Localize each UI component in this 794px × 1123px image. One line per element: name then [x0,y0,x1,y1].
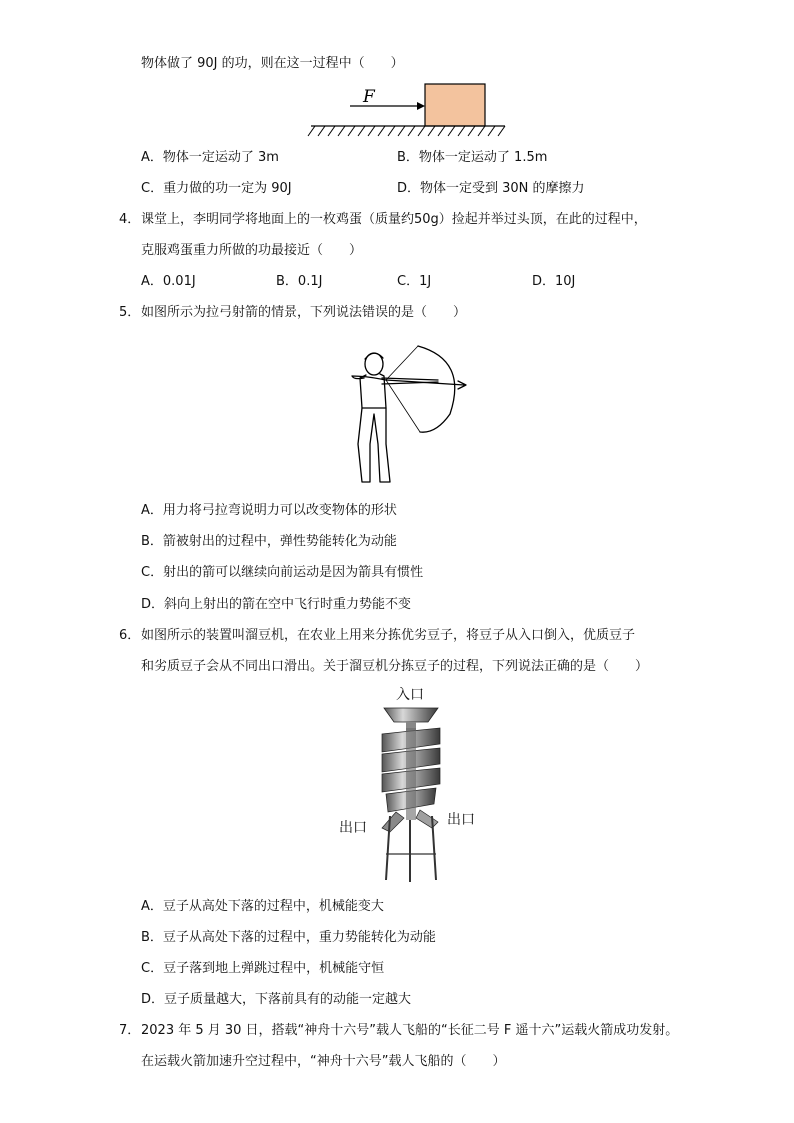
q5-option-b: B．箭被射出的过程中，弹性势能转化为动能 [141,534,397,549]
q6-option-d: D．豆子质量越大，下落前具有的动能一定越大 [141,992,412,1007]
q6-option-b: B．豆子从高处下落的过程中，重力势能转化为动能 [141,930,436,945]
q4-number: 4． [119,212,141,227]
bow-limb [418,346,455,432]
bow-string [386,346,420,432]
q3-option-a: A．物体一定运动了 3m [141,150,279,165]
ground-hatch [308,126,505,136]
q3-option-c: C．重力做的功一定为 90J [141,181,292,196]
q5-option-c: C．射出的箭可以继续向前运动是因为箭具有惯性 [141,565,424,580]
q6-number: 6． [119,628,141,643]
q3-force-label: F [363,87,375,107]
center-column [406,728,416,820]
q4-option-d: D．10J [532,274,576,289]
q4-stem-line1: 课堂上，李明同学将地面上的一枚鸡蛋（质量约50g）捡起并举过头顶，在此的过程中， [141,212,647,227]
q5-option-d: D．斜向上射出的箭在空中飞行时重力势能不变 [141,597,412,612]
q6-option-a: A．豆子从高处下落的过程中，机械能变大 [141,899,384,914]
archer-hair [365,353,383,359]
archer-draw-arm [352,376,386,380]
q7-stem-line1: 2023 年 5 月 30 日，搭载“神舟十六号”载人飞船的“长征二号 F 遥十六”运载火箭成功发射。 [141,1023,679,1038]
q3-block-figure [305,80,510,142]
archer-figure [340,336,470,488]
label-inlet: 入口 [396,687,424,703]
q4-option-b: B．0.1J [276,274,323,289]
outlet-chute-right [416,810,438,828]
block [425,84,485,126]
inlet-funnel [384,708,438,722]
q5-option-a: A．用力将弓拉弯说明力可以改变物体的形状 [141,503,397,518]
q5-stem: 如图所示为拉弓射箭的情景，下列说法错误的是（ ） [141,305,467,320]
q3-option-b: B．物体一定运动了 1.5m [397,150,548,165]
bean-sorter-figure [376,704,446,884]
q4-stem-line2: 克服鸡蛋重力所做的功最接近（ ） [141,243,363,258]
label-outlet-right: 出口 [447,812,475,828]
q6-option-c: C．豆子落到地上弹跳过程中，机械能守恒 [141,961,385,976]
outlet-chute-left [382,812,404,832]
q4-option-a: A．0.01J [141,274,196,289]
q6-stem-line2: 和劣质豆子会从不同出口滑出。关于溜豆机分拣豆子的过程，下列说法正确的是（ ） [141,659,649,674]
q3-option-d: D．物体一定受到 30N 的摩擦力 [397,181,585,196]
q3-stem-tail: 物体做了 90J 的功，则在这一过程中（ ） [141,56,404,71]
label-outlet-left: 出口 [339,820,367,836]
force-arrow-head [417,102,425,110]
q5-number: 5． [119,305,141,320]
q6-stem-line1: 如图所示的装置叫溜豆机，在农业上用来分拣优劣豆子，将豆子从入口倒入，优质豆子 [141,628,636,643]
q4-option-c: C．1J [397,274,432,289]
q7-stem-line2: 在运载火箭加速升空过程中，“神舟十六号”载人飞船的（ ） [141,1054,506,1069]
archer-legs [358,408,390,482]
q7-number: 7． [119,1023,141,1038]
